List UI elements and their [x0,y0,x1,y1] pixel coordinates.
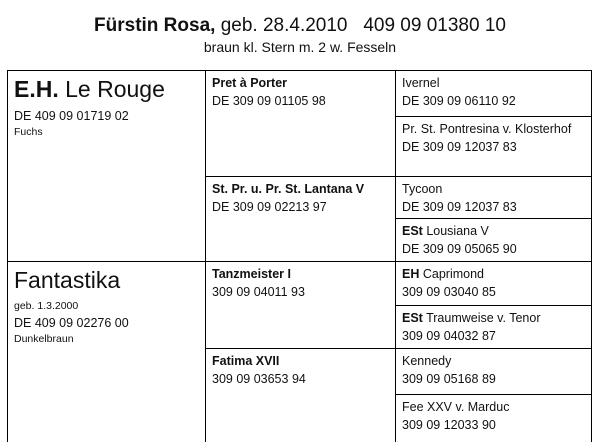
great-grandparent-cell [395,116,591,176]
grandparent-name: Pret à Porter [212,76,288,90]
great-grandparent-name: EH Caprimond [402,267,484,281]
horse-name: Fürstin Rosa, [94,15,216,36]
great-grandparent-cell [395,70,591,116]
grandparent-cell [205,176,395,261]
great-grandparent-registration: 309 09 04032 87 [402,329,496,343]
dam-name: Fantastika [14,267,121,293]
great-grandparent-registration: DE 309 09 05065 90 [402,242,517,256]
great-grandparent-cell [395,394,591,442]
grandparent-cell [205,261,395,348]
great-grandparent-registration: 309 09 05168 89 [402,372,496,386]
great-grandparent-cell [395,261,591,305]
grandparent-name: Fatima XVII [212,354,280,368]
grandparent-registration: 309 09 03653 94 [212,372,306,386]
great-grandparent-name: Fee XXV v. Marduc [402,400,510,414]
sire-cell [7,70,205,261]
great-grandparent-registration: DE 309 09 12037 83 [402,140,517,154]
grandparent-registration: DE 309 09 01105 98 [212,94,326,108]
dam-registration: DE 409 09 02276 00 [14,316,129,330]
dam-birth-date: geb. 1.3.2000 [14,300,79,312]
great-grandparent-cell [395,176,591,218]
grandparent-cell [205,70,395,176]
grandparent-name: Tanzmeister I [212,267,291,281]
great-grandparent-registration: DE 309 09 12037 83 [402,200,517,214]
dam-color: Dunkelbraun [14,333,74,345]
great-grandparent-registration: 309 09 12033 90 [402,418,496,432]
sire-name-text: Le Rouge [65,76,165,102]
horse-birth-and-registration: geb. 28.4.2010 409 09 01380 10 [220,15,506,36]
great-grandparent-cell [395,218,591,261]
grandparent-name: St. Pr. u. Pr. St. Lantana V [212,182,365,196]
horse-color-markings: braun kl. Stern m. 2 w. Fesseln [203,39,397,55]
sire-name [14,74,205,104]
great-grandparent-name: Tycoon [402,182,443,196]
great-grandparent-name: ESt Traumweise v. Tenor [402,311,541,325]
great-grandparent-registration: DE 309 09 06110 92 [402,94,516,108]
sire-registration: DE 409 09 01719 02 [14,109,129,123]
grandparent-registration: DE 309 09 02213 97 [212,200,327,214]
great-grandparent-registration: 309 09 03040 85 [402,285,496,299]
table-right-border [591,70,592,442]
grandparent-registration: 309 09 04011 93 [212,285,305,299]
dam-cell [7,261,205,442]
sire-title-prefix: E.H. [14,76,59,102]
great-grandparent-cell [395,348,591,394]
grandparent-cell [205,348,395,442]
great-grandparent-cell [395,305,591,348]
great-grandparent-name: Pr. St. Pontresina v. Klosterhof [402,122,572,136]
great-grandparent-name: Kennedy [402,354,452,368]
great-grandparent-name: ESt Lousiana V [402,224,489,238]
great-grandparent-name: Ivernel [402,76,440,90]
sire-color: Fuchs [14,126,43,138]
